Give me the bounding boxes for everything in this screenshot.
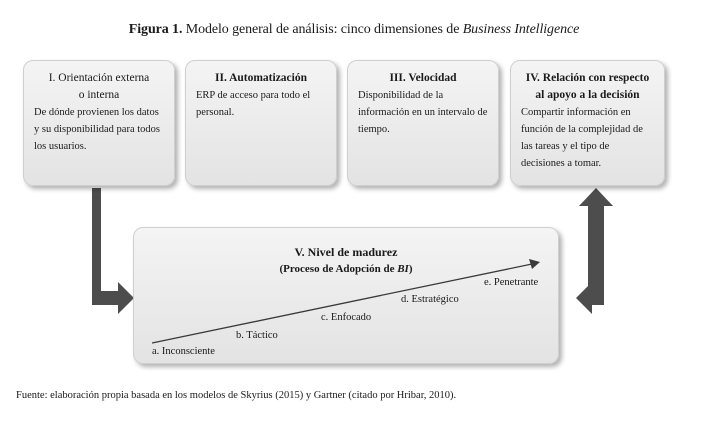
- maturity-title: V. Nivel de madurez: [294, 245, 398, 259]
- dimension-box-orientation: [23, 60, 175, 186]
- stage-label-strategic: d. Estratégico: [401, 294, 459, 305]
- figure-title-text: Modelo general de análisis: cinco dimensiones de: [182, 22, 463, 37]
- dimension-title-line2: o interna: [78, 89, 120, 101]
- stage-label-tactical: b. Táctico: [236, 330, 278, 341]
- stage-label-focused: c. Enfocado: [321, 312, 372, 323]
- dimension-box-speed: [347, 60, 499, 186]
- dimension-description: ERP de acceso para todo el personal.: [196, 90, 311, 118]
- dimension-title: II. Automatización: [215, 72, 307, 84]
- dimension-box-automation: [185, 60, 337, 186]
- dimension-title-line2: al apoyo a la decisión: [535, 89, 640, 101]
- maturity-subtitle-pre: (Proceso de Adopción de: [279, 263, 398, 275]
- maturity-subtitle-italic: BI: [397, 263, 409, 275]
- dimension-description: De dónde provienen los datos y su disponibilidad para todos los usuarios.: [34, 107, 160, 152]
- dimension-title: IV. Relación con respecto: [525, 72, 650, 84]
- source-note: Fuente: elaboración propia basada en los modelos de Skyrius (2015) y Gartner (citado por Hribar, 2010).: [16, 390, 457, 401]
- dimension-box-decision-support: [510, 60, 665, 186]
- dimension-title: I. Orientación externa: [48, 72, 150, 84]
- figure-title-italic: Business Intelligence: [462, 22, 580, 37]
- dimension-description: Disponibilidad de la información en un intervalo de tiempo.: [358, 90, 488, 135]
- dimension-description: Compartir información en función de la complejidad de las tareas y el tipo de decisiones a tomar.: [521, 107, 643, 169]
- dimension-title: III. Velocidad: [389, 72, 457, 84]
- right-connector-arrow: [576, 188, 613, 314]
- maturity-subtitle-post: ): [408, 263, 413, 275]
- stage-label-unaware: a. Inconsciente: [152, 346, 215, 357]
- figure-label: Figura 1.: [128, 22, 183, 37]
- left-connector-arrow: [92, 188, 134, 314]
- maturity-progress-arrow: [134, 228, 560, 365]
- maturity-level-box: [133, 227, 559, 364]
- stage-label-pervasive: e. Penetrante: [484, 277, 539, 288]
